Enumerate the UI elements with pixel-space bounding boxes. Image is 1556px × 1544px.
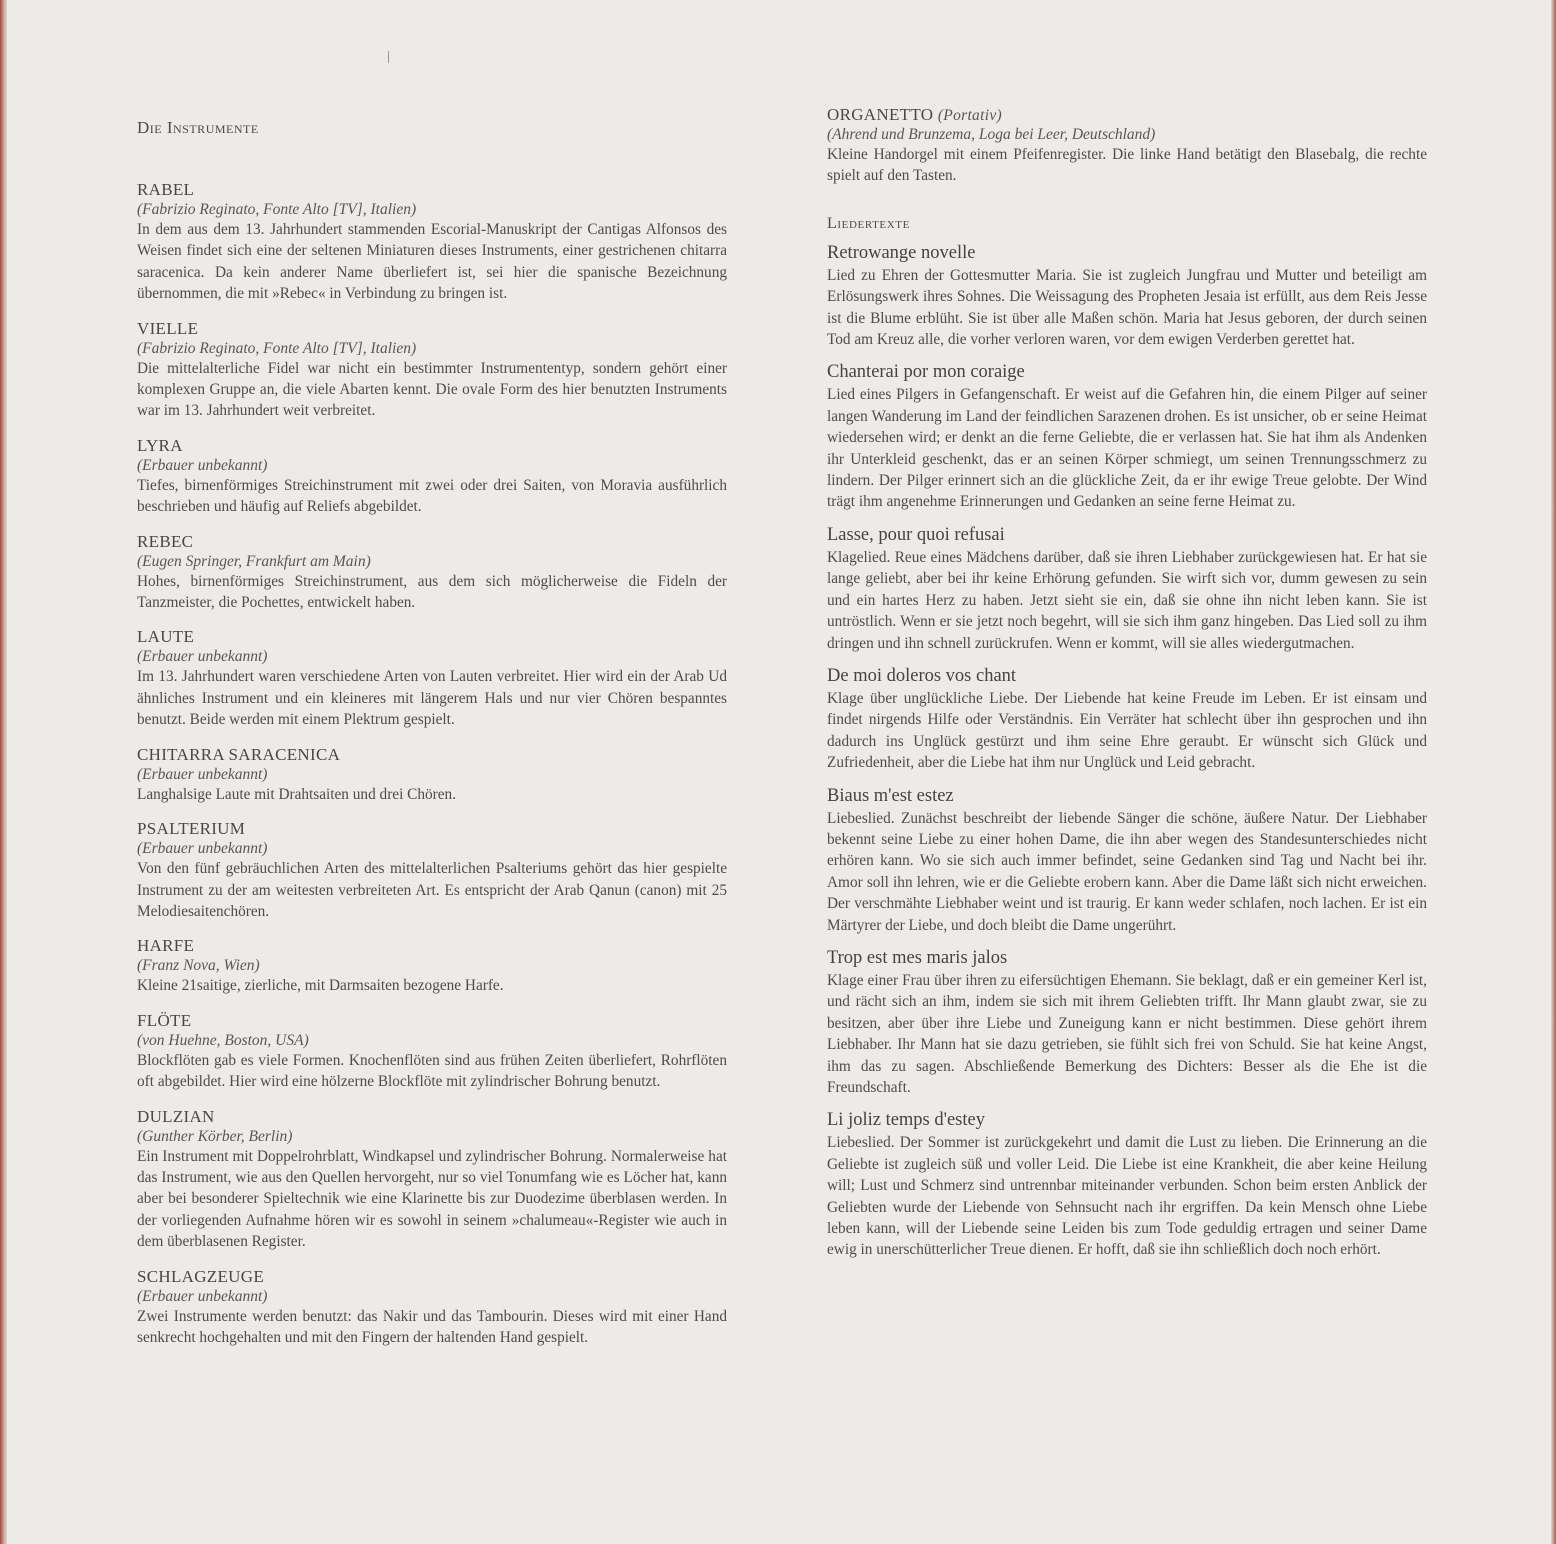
instrument-description: Ein Instrument mit Doppelrohrblatt, Windkapsel und zylindrischer Bohrung. Normalerweise hat das Instrument, wie aus den Quellen hervorgeht, nur so viel Tonumfang wie es Löcher hat, kann aber bei besonderer Spieltechnik wie eine Klarinette bis zur Duodezime überblasen werden. In der vorliegenden Aufnahme hören wir es sowohl in seinem »chalumeau«-Register wie auch in dem überblasenen Register.: [137, 1147, 727, 1251]
instrument-name: PSALTERIUM: [137, 819, 246, 839]
section-title-instruments: Die Instrumente: [137, 118, 259, 137]
song-entry: [827, 664, 1427, 774]
instrument-description: Kleine Handorgel mit einem Pfeifenregister. Die linke Hand betätigt den Blasebalg, die rechte spielt auf den Tasten.: [827, 146, 1427, 185]
lyrics-column: [827, 104, 1427, 1271]
instrument-entry: [137, 435, 727, 518]
instrument-entry: [137, 179, 727, 305]
song-title: Trop est mes maris jalos: [827, 947, 1008, 968]
song-title: Li joliz temps d'estey: [827, 1110, 985, 1131]
song-summary: Lied eines Pilgers in Gefangenschaft. Er weist auf die Gefahren hin, die einem Pilger auf seiner langen Wanderung im Land der feindlichen Sarazenen drohen. Es ist unsicher, ob er seine Heimat wiedersehen wird; er denkt an die ferne Geliebte, die er verlassen hat. Sie hat ihm als Andenken ihr Unterkleid geschenkt, das er an seinen Körper schmiegt, um seinen Trennungsschmerz zu lindern. Der Pilger erinnert sich an die glückliche Zeit, da er ihr ewige Treue gelobte. Der Wind trägt ihm angenehme Erinnerungen und Gedanken an seine ferne Heimat zu.: [827, 386, 1427, 511]
instrument-name: VIELLE: [137, 318, 199, 338]
cover-edge-right: [1551, 0, 1556, 1544]
instrument-maker: (Erbauer unbekannt): [137, 648, 268, 666]
instrument-maker: (Ahrend und Brunzema, Loga bei Leer, Deutschland): [827, 126, 1156, 143]
print-mark: [388, 51, 389, 63]
instrument-description: Kleine 21saitige, zierliche, mit Darmsaiten bezogene Harfe.: [137, 977, 504, 995]
instrument-name: REBEC: [137, 531, 194, 551]
instrument-name: LAUTE: [137, 627, 195, 647]
song-title: Biaus m'est estez: [827, 785, 954, 806]
booklet-page: [7, 0, 1551, 1544]
song-summary: Liebeslied. Zunächst beschreibt der liebende Sänger die schöne, äußere Natur. Der Liebhaber bekennt seine Liebe zu einer hohen Dame, die ihn aber wegen des Standesunterschiedes nicht erhören kann. Wo sie sich auch immer befindet, seine Gedanken sind Tag und Nacht bei ihr. Amor soll ihn lehren, wie er die Geliebte erobern kann. Aber die Dame läßt sich nicht erweichen. Der verschmähte Liebhaber weint und ist traurig. Er kann weder schlafen, noch lachen. Er ist ein Märtyrer der Liebe, und doch bleibt die Dame ungerührt.: [827, 809, 1427, 934]
instrument-name: CHITARRA SARACENICA: [137, 744, 341, 764]
instrument-entry: [137, 1010, 727, 1093]
song-entry: [827, 523, 1427, 654]
instrument-entry: [137, 935, 727, 996]
instrument-entry: [137, 1106, 727, 1253]
section-title-lyrics: Liedertexte: [827, 214, 910, 232]
organetto-name: ORGANETTO: [827, 105, 934, 124]
instrument-name: DULZIAN: [137, 1106, 215, 1126]
song-title: Retrowange novelle: [827, 242, 976, 263]
song-entry: [827, 360, 1427, 512]
instrument-entry: [137, 1266, 727, 1349]
instrument-name: SCHLAGZEUGE: [137, 1266, 265, 1286]
instruments-column: [137, 118, 727, 1361]
instrument-maker: (Franz Nova, Wien): [137, 957, 260, 975]
instrument-maker: (Erbauer unbekannt): [137, 840, 268, 858]
song-title: Lasse, pour quoi refusai: [827, 524, 1005, 545]
instrument-name: [827, 104, 1427, 125]
instrument-maker: (Eugen Springer, Frankfurt am Main): [137, 552, 371, 570]
organetto-subtitle: (Portativ): [937, 107, 1002, 124]
instrument-description: Die mittelalterliche Fidel war nicht ein bestimmter Instrumententyp, sondern gehört einer komplexen Gruppe an, die viele Abarten kennt. Die ovale Form des hier benutzten Instruments war im 13. Jahrhundert weit verbreitet.: [137, 359, 727, 420]
instrument-description: Hohes, birnenförmiges Streichinstrument, aus dem sich möglicherweise die Fideln der Tanzmeister, die Pochettes, entwickelt haben.: [137, 572, 727, 612]
cover-edge-left: [0, 0, 7, 1544]
instrument-description: Von den fünf gebräuchlichen Arten des mittelalterlichen Psalteriums gehört das hier gespielte Instrument zu der am weitesten verbreiteten Art. Es entspricht der Arab Qanun (canon) mit 25 Melodiesaitenchören.: [137, 860, 727, 920]
song-title: De moi doleros vos chant: [827, 665, 1017, 686]
song-entry: [827, 946, 1427, 1098]
song-entry: [827, 1108, 1427, 1260]
instrument-maker: (Erbauer unbekannt): [137, 456, 268, 474]
instrument-entry: [137, 744, 727, 805]
instrument-description: Zwei Instrumente werden benutzt: das Nakir und das Tambourin. Dieses wird mit einer Hand senkrecht hochgehalten und mit den Fingern der haltenden Hand gespielt.: [137, 1307, 727, 1346]
instrument-description: Blockflöten gab es viele Formen. Knochenflöten sind aus frühen Zeiten überliefert, Rohrflöten oft abgebildet. Hier wird eine hölzerne Blockflöte mit zylindrischer Bohrung benutzt.: [137, 1051, 727, 1091]
instrument-maker: (von Huehne, Boston, USA): [137, 1031, 309, 1049]
instrument-entry: [137, 818, 727, 922]
song-summary: Klage einer Frau über ihren zu eifersüchtigen Ehemann. Sie beklagt, daß er ein gemeiner Kerl ist, und rächt sich an ihm, indem sie sich mit ihrem Geliebten trifft. Ihr Mann glaubt zwar, sie zu besitzen, aber über ihre Liebe und Zuneigung kann er nicht bestimmen. Diese gehört ihrem Liebhaber. Ihr Mann hat sie dazu getrieben, sie fühlt sich frei von Schuld. Sie hat keine Angst, ihm das zu sagen. Abschließende Bemerkung des Dichters: Besser als die Ehe ist die Freundschaft.: [827, 971, 1427, 1096]
instrument-description: Im 13. Jahrhundert waren verschiedene Arten von Lauten verbreitet. Hier wird ein der Arab Ud ähnliches Instrument und ein kleineres mit längerem Hals und nur vier Chören bespanntes benutzt. Beide werden mit einem Plektrum gespielt.: [137, 668, 727, 729]
song-summary: Klage über unglückliche Liebe. Der Liebende hat keine Freude im Leben. Er ist einsam und findet nirgends Hilfe oder Verständnis. Ein Verräter hat schlecht über ihn gesprochen und ihn dadurch ins Unglück gestürzt und ihm seine Ehre geraubt. Er wünscht sich Glück und Zufriedenheit, aber die Liebe hat ihm nur Unglück und Leid gebracht.: [827, 689, 1427, 772]
song-entry: [827, 241, 1427, 351]
song-summary: Lied zu Ehren der Gottesmutter Maria. Sie ist zugleich Jungfrau und Mutter und beteiligt am Erlösungswerk ihres Sohnes. Die Weissagung des Propheten Jesaia ist erfüllt, aus dem Reis Jesse ist die Blume erblüht. Sie ist über alle Maßen schön. Maria hat Jesus geboren, der durch seinen Tod am Kreuz alle, die vorher verloren waren, vor dem ewigen Verderben gerettet hat.: [827, 266, 1427, 349]
instrument-maker: (Fabrizio Reginato, Fonte Alto [TV], Italien): [137, 339, 417, 357]
organetto-entry: [827, 104, 1427, 187]
song-summary: Liebeslied. Der Sommer ist zurückgekehrt und damit die Lust zu lieben. Die Erinnerung an die Geliebte ist zugleich süß und voller Leid. Die Liebe ist eine Krankheit, die aber keine Heilung will; Lust und Schmerz sind untrennbar miteinander verbunden. Schon beim ersten Anblick der Geliebten wurde der Liebende von Sehnsucht nach ihr ergriffen. Da kein Mensch ohne Liebe leben kann, will der Liebende seine Leiden bis zum Tode geduldig ertragen und seiner Dame ewig in unerschütterlicher Treue dienen. Er hofft, daß sie ihn schließlich doch noch erhört.: [827, 1134, 1427, 1259]
song-entry: [827, 784, 1427, 936]
instrument-name: RABEL: [137, 180, 195, 199]
instrument-maker: (Gunther Körber, Berlin): [137, 1127, 293, 1145]
instrument-maker: (Fabrizio Reginato, Fonte Alto [TV], Italien): [137, 201, 417, 218]
instrument-maker: (Erbauer unbekannt): [137, 765, 268, 783]
instrument-name: LYRA: [137, 435, 183, 455]
instrument-entry: [137, 531, 727, 614]
instrument-maker: (Erbauer unbekannt): [137, 1287, 268, 1305]
instrument-description: Tiefes, birnenförmiges Streichinstrument mit zwei oder drei Saiten, von Moravia ausführlich beschrieben und häufig auf Reliefs abgebildet.: [137, 476, 727, 516]
instrument-name: FLÖTE: [137, 1010, 192, 1030]
instrument-description: Langhalsige Laute mit Drahtsaiten und drei Chören.: [137, 785, 457, 803]
instrument-entry: [137, 626, 727, 730]
song-summary: Klagelied. Reue eines Mädchens darüber, daß sie ihren Liebhaber zurückgewiesen hat. Er hat sie lange geliebt, aber bei ihr keine Erhörung gefunden. Sie wirft sich vor, dumm gewesen zu sein und ein hartes Herz zu haben. Jetzt sieht sie ein, daß sie ohne ihn nicht leben kann. Sie ist untröstlich. Wenn er sie jetzt noch begehrt, will sie sich ihm ganz hingeben. Das Lied soll zu ihm dringen und ihn schnell zurückrufen. Wenn er kommt, will sie alles wiedergutmachen.: [827, 548, 1427, 652]
song-title: Chanterai por mon coraige: [827, 362, 1025, 383]
instrument-name: HARFE: [137, 936, 195, 956]
instrument-entry: [137, 318, 727, 422]
instrument-description: In dem aus dem 13. Jahrhundert stammenden Escorial-Manuskript der Cantigas Alfonsos des Weisen findet sich eine der seltenen Miniaturen dieses Instruments, einer gestrichenen chitarra saracenica. Da kein anderer Name überliefert ist, sei hier die spanische Bezeichnung übernommen, die mit »Rebec« in Verbindung zu bringen ist.: [137, 221, 727, 303]
